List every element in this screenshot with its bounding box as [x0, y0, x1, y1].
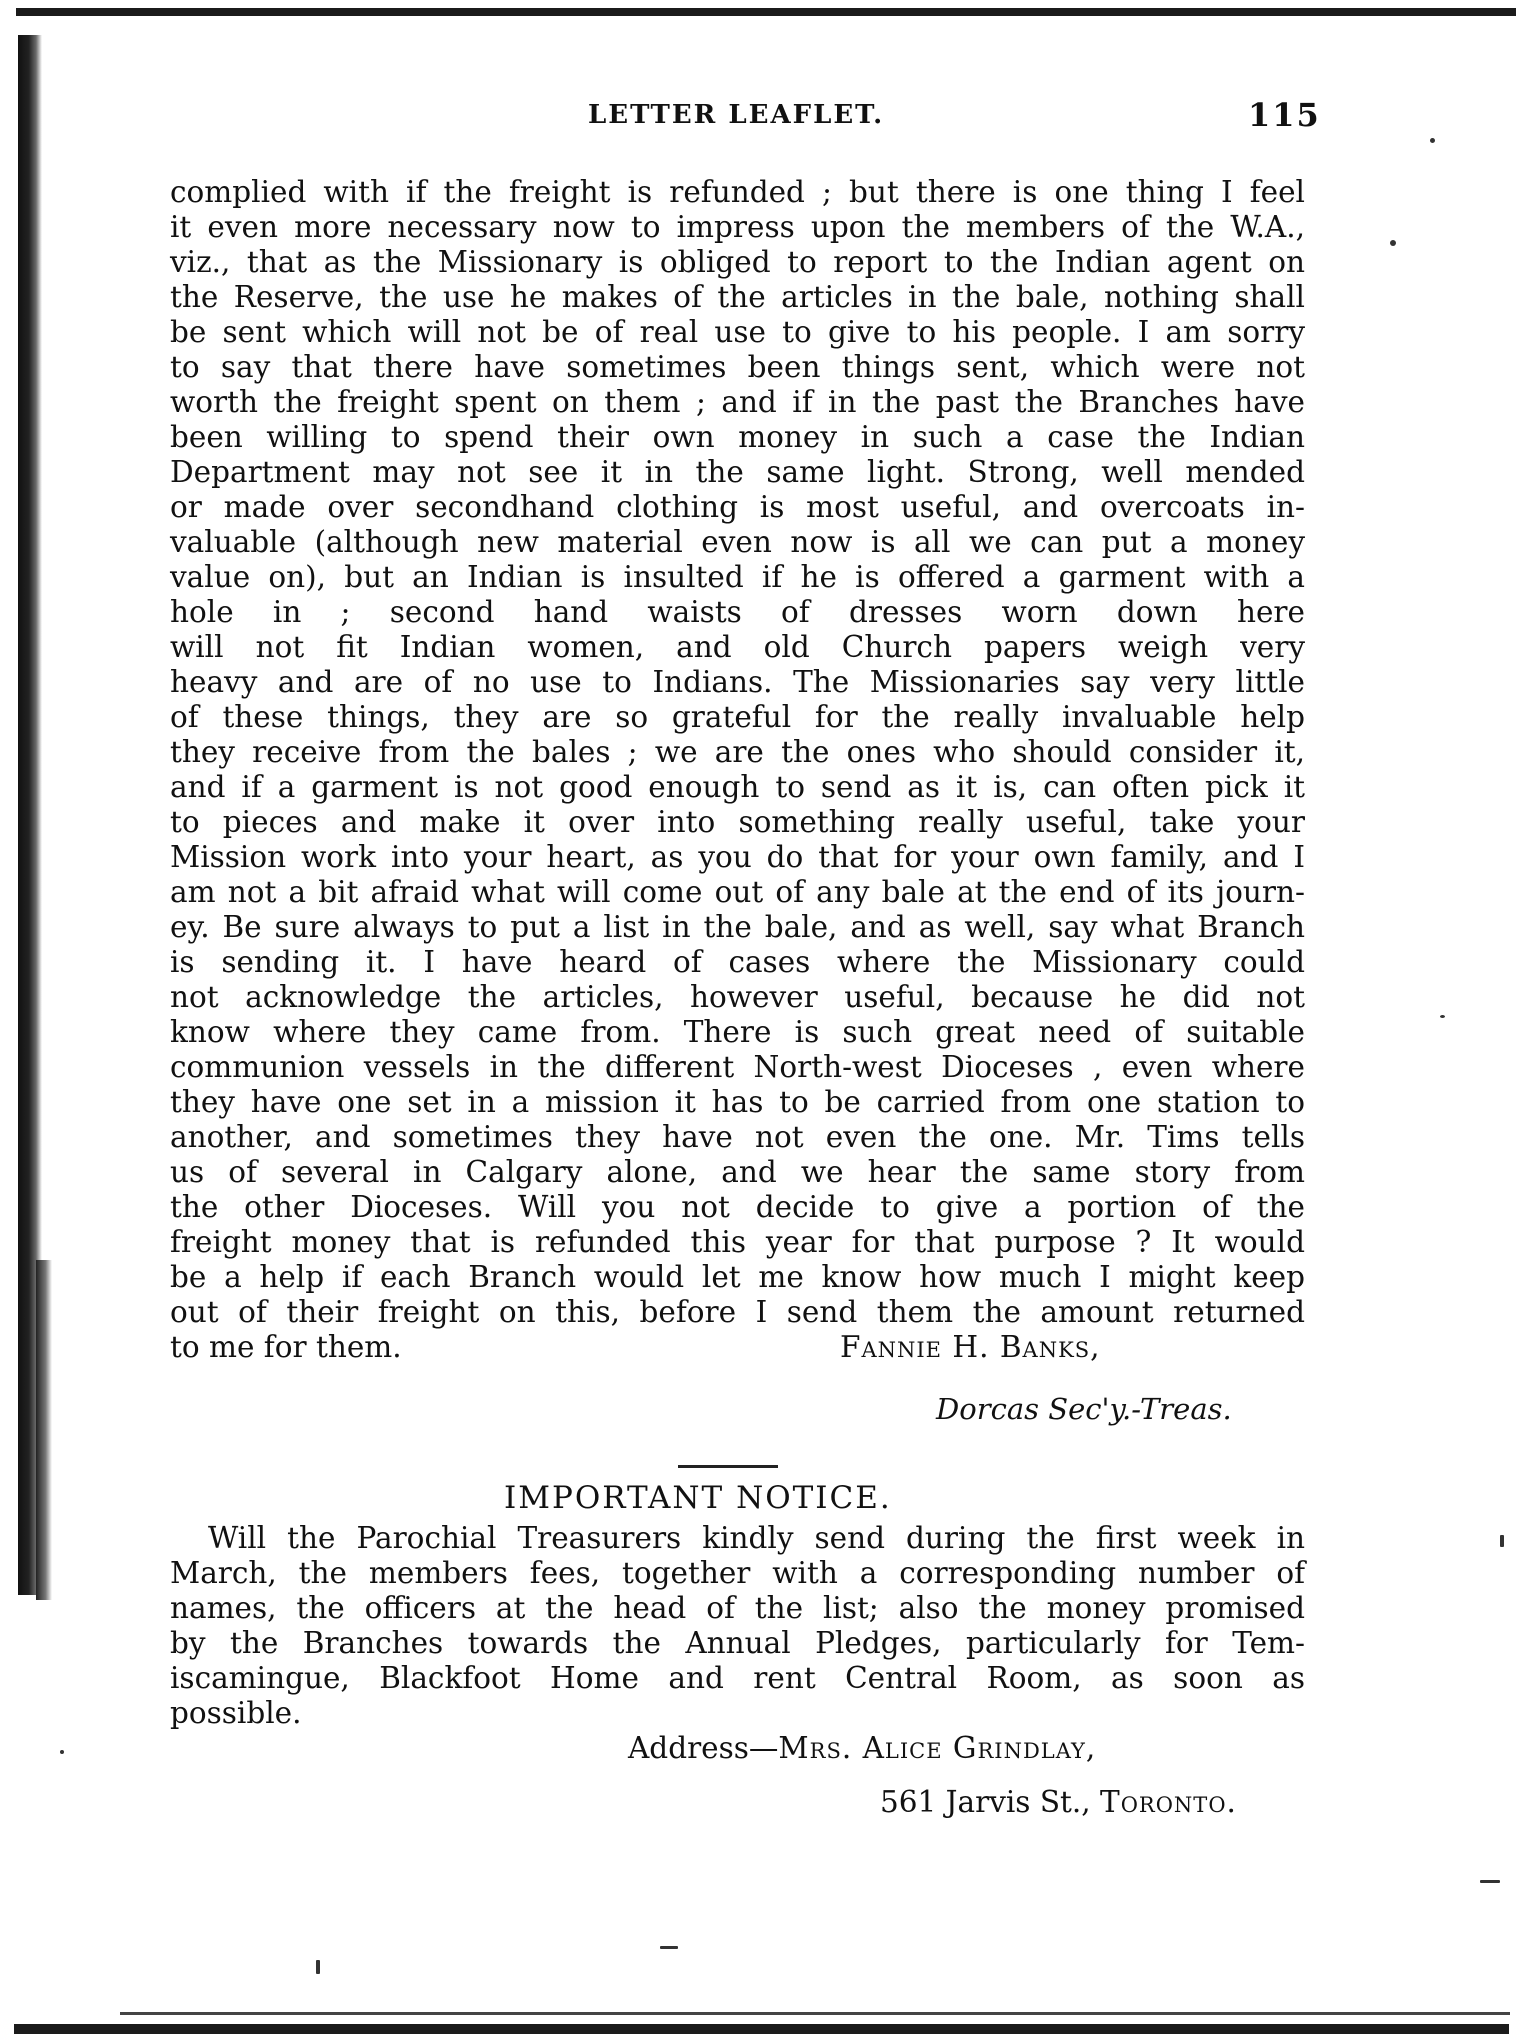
text-line: the other Dioceses. Will you not decide to give a portion of the [170, 1190, 1305, 1224]
text-line: or made over secondhand clothing is most useful, and overcoats in- [170, 490, 1305, 524]
address-name: Mrs. Alice Grindlay, [778, 1731, 1097, 1765]
text-line: am not a bit afraid what will come out of any bale at the end of its journ- [170, 875, 1305, 909]
text-line: Mission work into your heart, as you do that for your own family, and I [170, 840, 1305, 874]
text-line: been willing to spend their own money in such a case the Indian [170, 420, 1305, 454]
text-line: valuable (although new material even now is all we can put a money [170, 525, 1305, 559]
text-line: the Reserve, the use he makes of the articles in the bale, nothing shall [170, 280, 1305, 314]
text-line: by the Branches towards the Annual Pledges, particularly for Tem- [170, 1626, 1305, 1660]
running-header [158, 96, 1321, 144]
text-line: value on), but an Indian is insulted if he is offered a garment with a [170, 560, 1305, 594]
scan-speck [1440, 1015, 1445, 1018]
signature-title: Dorcas Sec'y.-Treas. [936, 1392, 1232, 1426]
signature-name: Fannie H. Banks, [840, 1330, 1101, 1364]
city: Toronto. [1100, 1785, 1237, 1819]
scan-speck [1390, 240, 1396, 246]
text-line: communion vessels in the different North-west Dioceses , even where [170, 1050, 1305, 1084]
text-line: hole in ; second hand waists of dresses worn down here [170, 595, 1305, 629]
notice-heading: IMPORTANT NOTICE. [504, 1480, 892, 1516]
text-line: ey. Be sure always to put a list in the bale, and as well, say what Branch [170, 910, 1305, 944]
scan-speck [1500, 1535, 1504, 1547]
text-line: they receive from the bales ; we are the ones who should consider it, [170, 735, 1305, 769]
letter-body [170, 175, 1305, 1365]
closing-row [170, 1330, 1305, 1365]
text-line: freight money that is refunded this year for that purpose ? It would [170, 1225, 1305, 1259]
binding-shadow-lower [36, 1260, 52, 1600]
text-line: be sent which will not be of real use to give to his people. I am sorry [170, 315, 1305, 349]
text-line: to say that there have sometimes been things sent, which were not [170, 350, 1305, 384]
text-line: us of several in Calgary alone, and we hear the same story from [170, 1155, 1305, 1189]
text-line: out of their freight on this, before I send them the amount returned [170, 1295, 1305, 1329]
text-line: iscamingue, Blackfoot Home and rent Central Room, as soon as [170, 1661, 1305, 1695]
text-line: of these things, they are so grateful for the really invaluable help [170, 700, 1305, 734]
text-line: be a help if each Branch would let me know how much I might keep [170, 1260, 1305, 1294]
address-label: Address— [628, 1731, 779, 1765]
text-line: worth the freight spent on them ; and if in the past the Branches have [170, 385, 1305, 419]
text-line: complied with if the freight is refunded ; but there is one thing I feel [170, 175, 1305, 209]
scan-speck [60, 1750, 64, 1754]
text-line: is sending it. I have heard of cases where the Missionary could [170, 945, 1305, 979]
street: 561 Jarvis St., [880, 1785, 1101, 1819]
text-line: possible. [170, 1696, 302, 1730]
section-divider [678, 1465, 778, 1468]
document-page [158, 0, 1321, 2044]
text-line: names, the officers at the head of the list; also the money promised [170, 1591, 1305, 1625]
scan-speck [1480, 1880, 1500, 1883]
text-line: they have one set in a mission it has to be carried from one station to [170, 1085, 1305, 1119]
running-title: LETTER LEAFLET. [588, 100, 885, 130]
text-line: will not fit Indian women, and old Church papers weigh very [170, 630, 1305, 664]
text-line: not acknowledge the articles, however useful, because he did not [170, 980, 1305, 1014]
page-number: 115 [1248, 96, 1321, 134]
notice-body [170, 1521, 1305, 1731]
text-line: it even more necessary now to impress upon the members of the W.A., [170, 210, 1305, 244]
street-address [880, 1785, 1237, 1819]
text-line: know where they came from. There is such great need of suitable [170, 1015, 1305, 1049]
text-line: to pieces and make it over into something really useful, take your [170, 805, 1305, 839]
text-line: heavy and are of no use to Indians. The Missionaries say very little [170, 665, 1305, 699]
text-line: and if a garment is not good enough to send as it is, can often pick it [170, 770, 1305, 804]
closing-line: to me for them. [170, 1330, 402, 1364]
text-line: another, and sometimes they have not even the one. Mr. Tims tells [170, 1120, 1305, 1154]
text-line: March, the members fees, together with a corresponding number of [170, 1556, 1305, 1590]
text-line: viz., that as the Missionary is obliged to report to the Indian agent on [170, 245, 1305, 279]
scan-speck [1430, 138, 1435, 143]
text-line: Department may not see it in the same light. Strong, well mended [170, 455, 1305, 489]
address-line [628, 1731, 1096, 1765]
text-line: Will the Parochial Treasurers kindly send during the first week in [208, 1521, 1305, 1555]
